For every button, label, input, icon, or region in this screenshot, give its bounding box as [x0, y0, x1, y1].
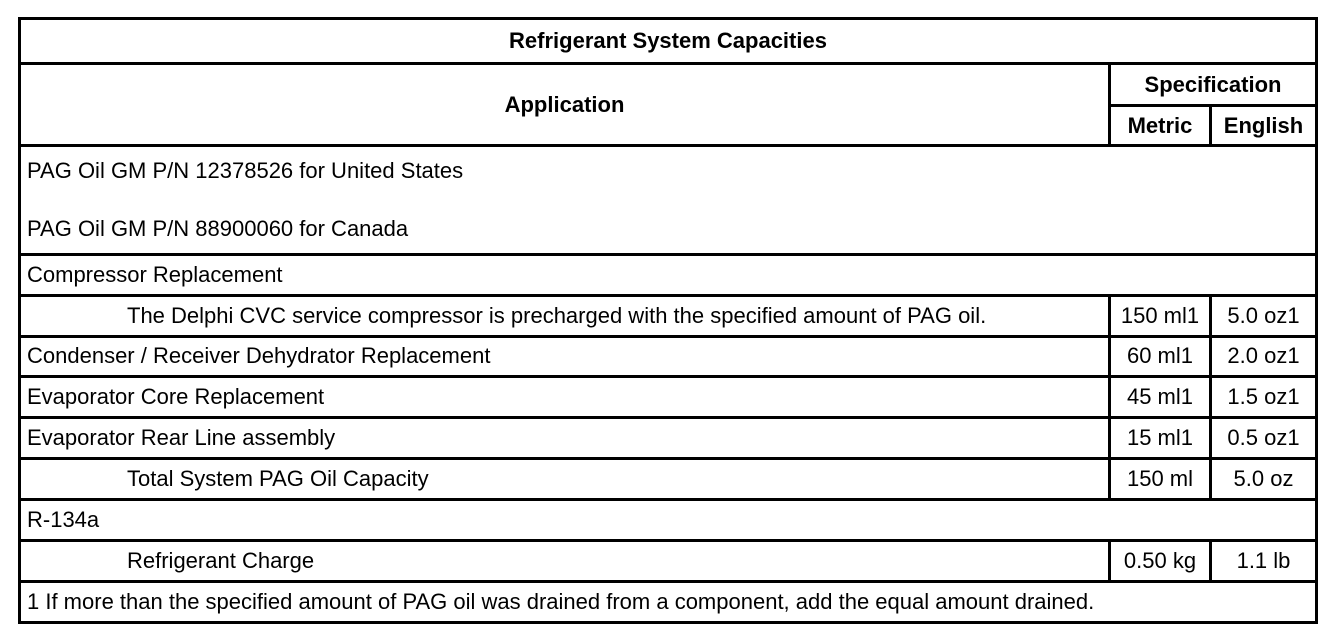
footnote: 1 If more than the specified amount of PAG oil was drained from a component, add the equal amount drained.: [20, 582, 1317, 623]
row-label: The Delphi CVC service compressor is precharged with the specified amount of PAG oil.: [20, 295, 1110, 336]
table-title: Refrigerant System Capacities: [20, 19, 1317, 64]
row-english: 5.0 oz: [1211, 459, 1317, 500]
row-english: 5.0 oz1: [1211, 295, 1317, 336]
row-metric: 150 ml1: [1110, 295, 1211, 336]
header-english: English: [1211, 106, 1317, 146]
row-metric: 0.50 kg: [1110, 541, 1211, 582]
row-english: 0.5 oz1: [1211, 418, 1317, 459]
row-metric: 60 ml1: [1110, 336, 1211, 377]
row-label: Total System PAG Oil Capacity: [20, 459, 1110, 500]
row-metric: 45 ml1: [1110, 377, 1211, 418]
row-label: Evaporator Rear Line assembly: [20, 418, 1110, 459]
pag-oil-part-numbers: [20, 146, 1317, 255]
header-metric: Metric: [1110, 106, 1211, 146]
row-label: Refrigerant Charge: [20, 541, 1110, 582]
row-english: 1.1 lb: [1211, 541, 1317, 582]
header-specification: Specification: [1110, 64, 1317, 106]
refrigerant-capacities-table: [18, 17, 1318, 624]
row-english: 1.5 oz1: [1211, 377, 1317, 418]
row-metric: 15 ml1: [1110, 418, 1211, 459]
row-metric: 150 ml: [1110, 459, 1211, 500]
row-label: R-134a: [20, 500, 1317, 541]
pag-oil-canada: PAG Oil GM P/N 88900060 for Canada: [27, 215, 409, 241]
header-application: Application: [20, 64, 1110, 146]
row-label: Evaporator Core Replacement: [20, 377, 1110, 418]
row-label: Condenser / Receiver Dehydrator Replacement: [20, 336, 1110, 377]
pag-oil-us: PAG Oil GM P/N 12378526 for United States: [27, 157, 464, 183]
row-english: 2.0 oz1: [1211, 336, 1317, 377]
row-label: Compressor Replacement: [20, 254, 1317, 295]
